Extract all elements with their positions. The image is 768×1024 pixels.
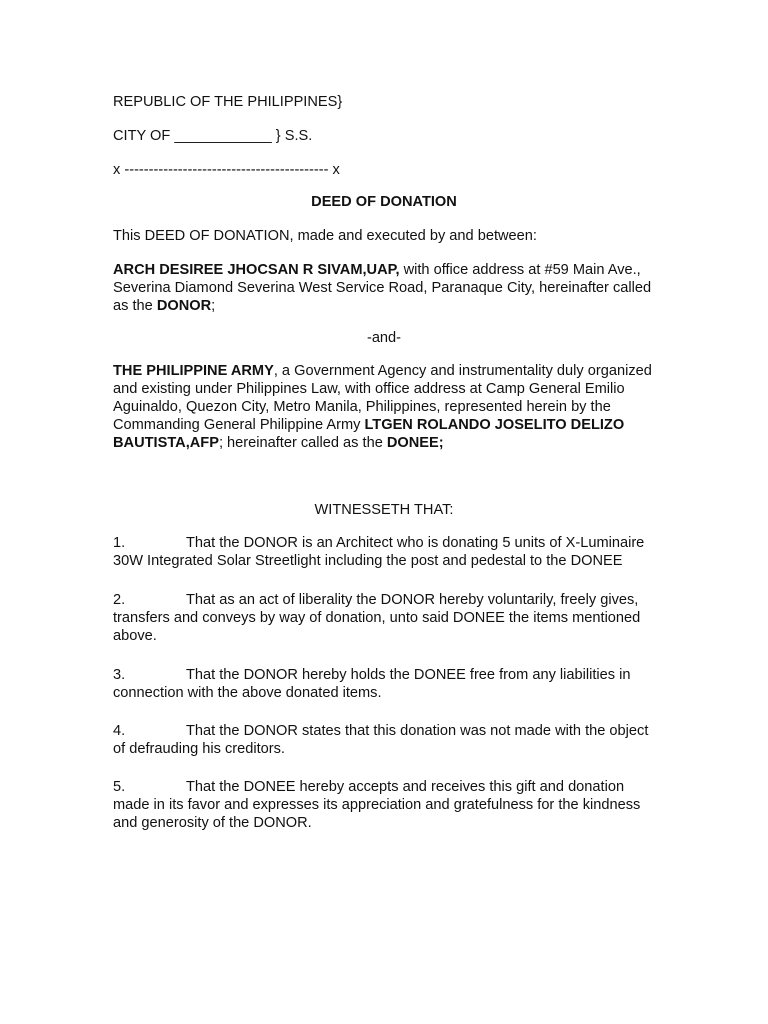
donor-address: with office address at #59 Main Ave., Severina Diamond Severina West Service Road, Paranaque City, hereinafter called as the — [113, 262, 652, 314]
clause-1 — [113, 534, 658, 570]
clause-2-number: 2. — [113, 592, 126, 608]
clause-2 — [113, 591, 658, 645]
header-republic: REPUBLIC OF THE PHILIPPINES} — [113, 94, 343, 110]
clause-4 — [113, 722, 658, 758]
donee-role: DONEE; — [386, 435, 444, 451]
clause-3-text: That the DONOR hereby holds the DONEE free from any liabilities in connection with the above donated items. — [113, 667, 631, 701]
document-title-text: DEED OF DONATION — [311, 194, 457, 210]
clause-4-text: That the DONOR states that this donation was not made with the object of defrauding his creditors. — [113, 723, 649, 757]
donor-name: ARCH DESIREE JHOCSAN R SIVAM,UAP, — [113, 262, 400, 278]
clause-5 — [113, 778, 658, 832]
clause-5-number: 5. — [113, 779, 126, 795]
clause-1-text: That the DONOR is an Architect who is donating 5 units of X-Luminaire 30W Integrated Solar Streetlight including the post and pedestal to the DONEE — [113, 535, 645, 569]
donee-name: THE PHILIPPINE ARMY — [113, 363, 274, 379]
document-title — [113, 193, 655, 211]
donee-description: , a Government Agency and instrumentality duly organized and existing under Philippines Law, with office address at Camp General Emilio Aguinaldo, Quezon City, Metro Manila, Philippines, represented herein by the Commanding General Philippine Army — [113, 363, 652, 433]
donee-representative: LTGEN ROLANDO JOSELITO DELIZO BAUTISTA,AFP — [113, 417, 625, 451]
clause-3-number: 3. — [113, 667, 126, 683]
donor-role: DONOR — [156, 298, 212, 314]
donee-paragraph — [113, 362, 658, 452]
header-city: CITY OF ____________ } S.S. — [113, 128, 313, 144]
clause-5-text: That the DONEE hereby accepts and receives this gift and donation made in its favor and expresses its appreciation and gratefulness for the kindness and generosity of the DONOR. — [113, 779, 641, 831]
donee-called: ; hereinafter called as the — [218, 435, 387, 451]
clause-4-number: 4. — [113, 723, 126, 739]
donor-paragraph — [113, 261, 658, 315]
clause-1-number: 1. — [113, 535, 126, 551]
donor-end: ; — [211, 298, 216, 314]
clause-2-text: That as an act of liberality the DONOR hereby voluntarily, freely gives, transfers and conveys by way of donation, unto said DONEE the items mentioned above. — [113, 592, 641, 644]
clause-3 — [113, 666, 658, 702]
and-separator: -and- — [366, 330, 402, 346]
intro-text: This DEED OF DONATION, made and executed by and between: — [113, 228, 537, 244]
witnesseth-heading: WITNESSETH THAT: — [314, 502, 454, 518]
header-separator: x ------------------------------------------ x — [113, 162, 340, 178]
